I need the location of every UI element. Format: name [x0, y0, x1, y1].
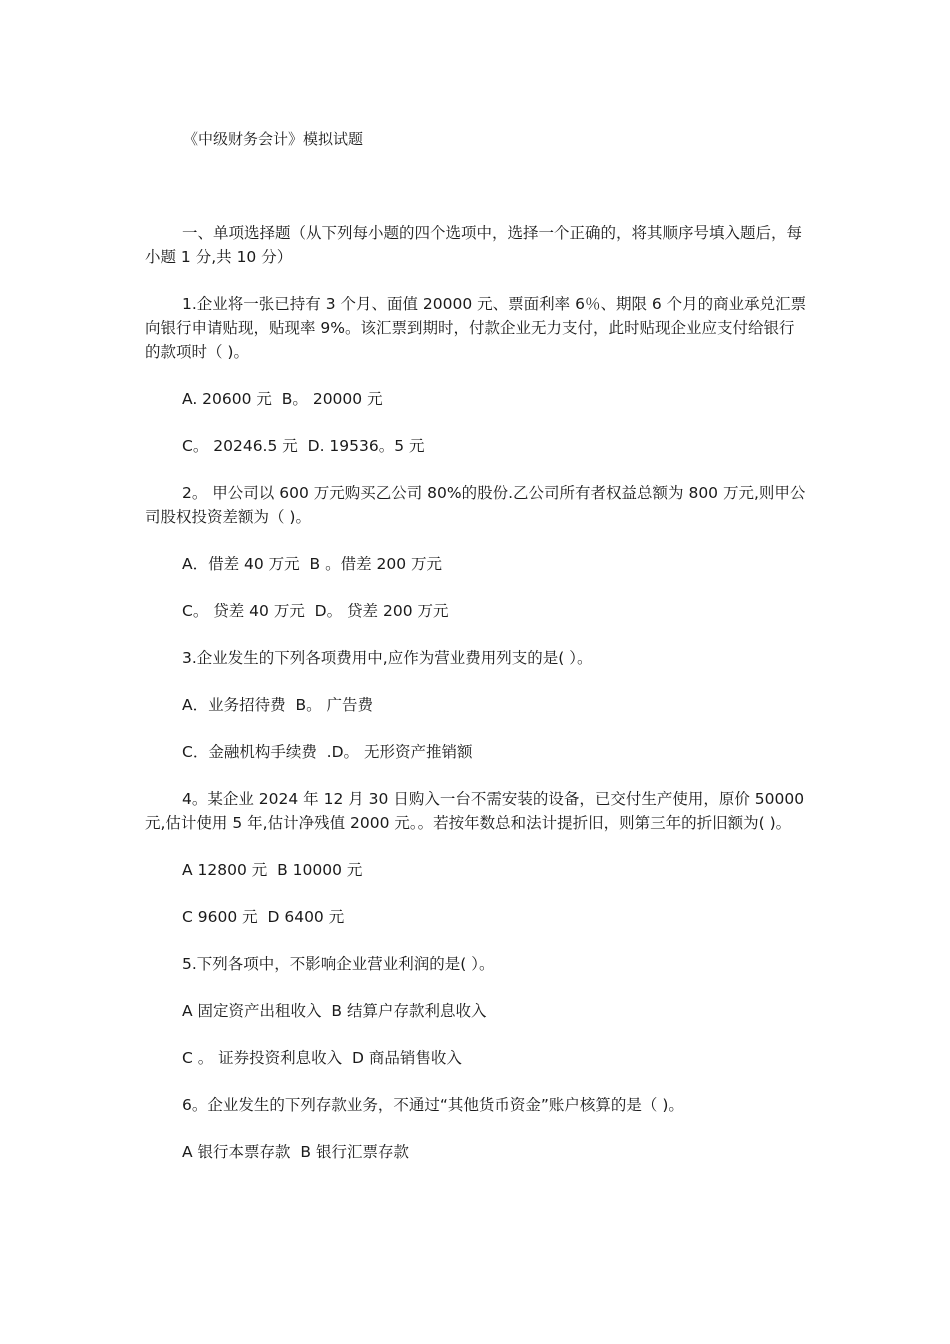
question-1-options-cd: C。 20246.5 元 D. 19536。5 元 — [182, 437, 425, 455]
question-5-options-cd: C 。 证券投资利息收入 D 商品销售收入 — [182, 1049, 462, 1067]
section-heading: 一、单项选择题（从下列每小题的四个选项中，选择一个正确的，将其顺序号填入题后，每小题 1 分,共 10 分） — [145, 224, 803, 266]
question-3-options-ab: A．业务招待费 B。 广告费 — [182, 696, 374, 714]
question-2: 2。 甲公司以 600 万元购买乙公司 80%的股份.乙公司所有者权益总额为 800 万元,则甲公司股权投资差额为（ )。 — [145, 484, 806, 526]
question-1: 1.企业将一张已持有 3 个月、面值 20000 元、票面利率 6％、期限 6 个月的商业承兑汇票向银行申请贴现，贴现率 9%。该汇票到期时，付款企业无力支付，此时贴现企业应支付给银行的款项时（ )。 — [145, 295, 807, 361]
question-3: 3.企业发生的下列各项费用中,应作为营业费用列支的是( ）。 — [182, 649, 593, 667]
document-body — [145, 221, 807, 1187]
question-4-options-ab: A 12800 元 B 10000 元 — [182, 861, 363, 879]
document-title: 《中级财务会计》模拟试题 — [183, 130, 364, 148]
question-2-options-ab: A．借差 40 万元 B 。借差 200 万元 — [182, 555, 443, 573]
question-6-options-ab: A 银行本票存款 B 银行汇票存款 — [182, 1143, 409, 1161]
question-1-options-ab: A. 20600 元 B。 20000 元 — [182, 390, 383, 408]
question-6: 6。企业发生的下列存款业务，不通过“其他货币资金”账户核算的是（ )。 — [182, 1096, 684, 1114]
question-2-options-cd: C。 贷差 40 万元 D。 贷差 200 万元 — [182, 602, 449, 620]
question-5: 5.下列各项中，不影响企业营业利润的是( ）。 — [182, 955, 495, 973]
question-4: 4。某企业 2024 年 12 月 30 日购入一台不需安装的设备，已交付生产使用，原价 50000 元,估计使用 5 年,估计净残值 2000 元。。若按年数总和法计提折旧，则第三年的折旧额为( )。 — [145, 790, 809, 832]
question-4-options-cd: C 9600 元 D 6400 元 — [182, 908, 345, 926]
question-3-options-cd: C．金融机构手续费 .D。 无形资产推销额 — [182, 743, 473, 761]
question-5-options-ab: A 固定资产出租收入 B 结算户存款利息收入 — [182, 1002, 487, 1020]
